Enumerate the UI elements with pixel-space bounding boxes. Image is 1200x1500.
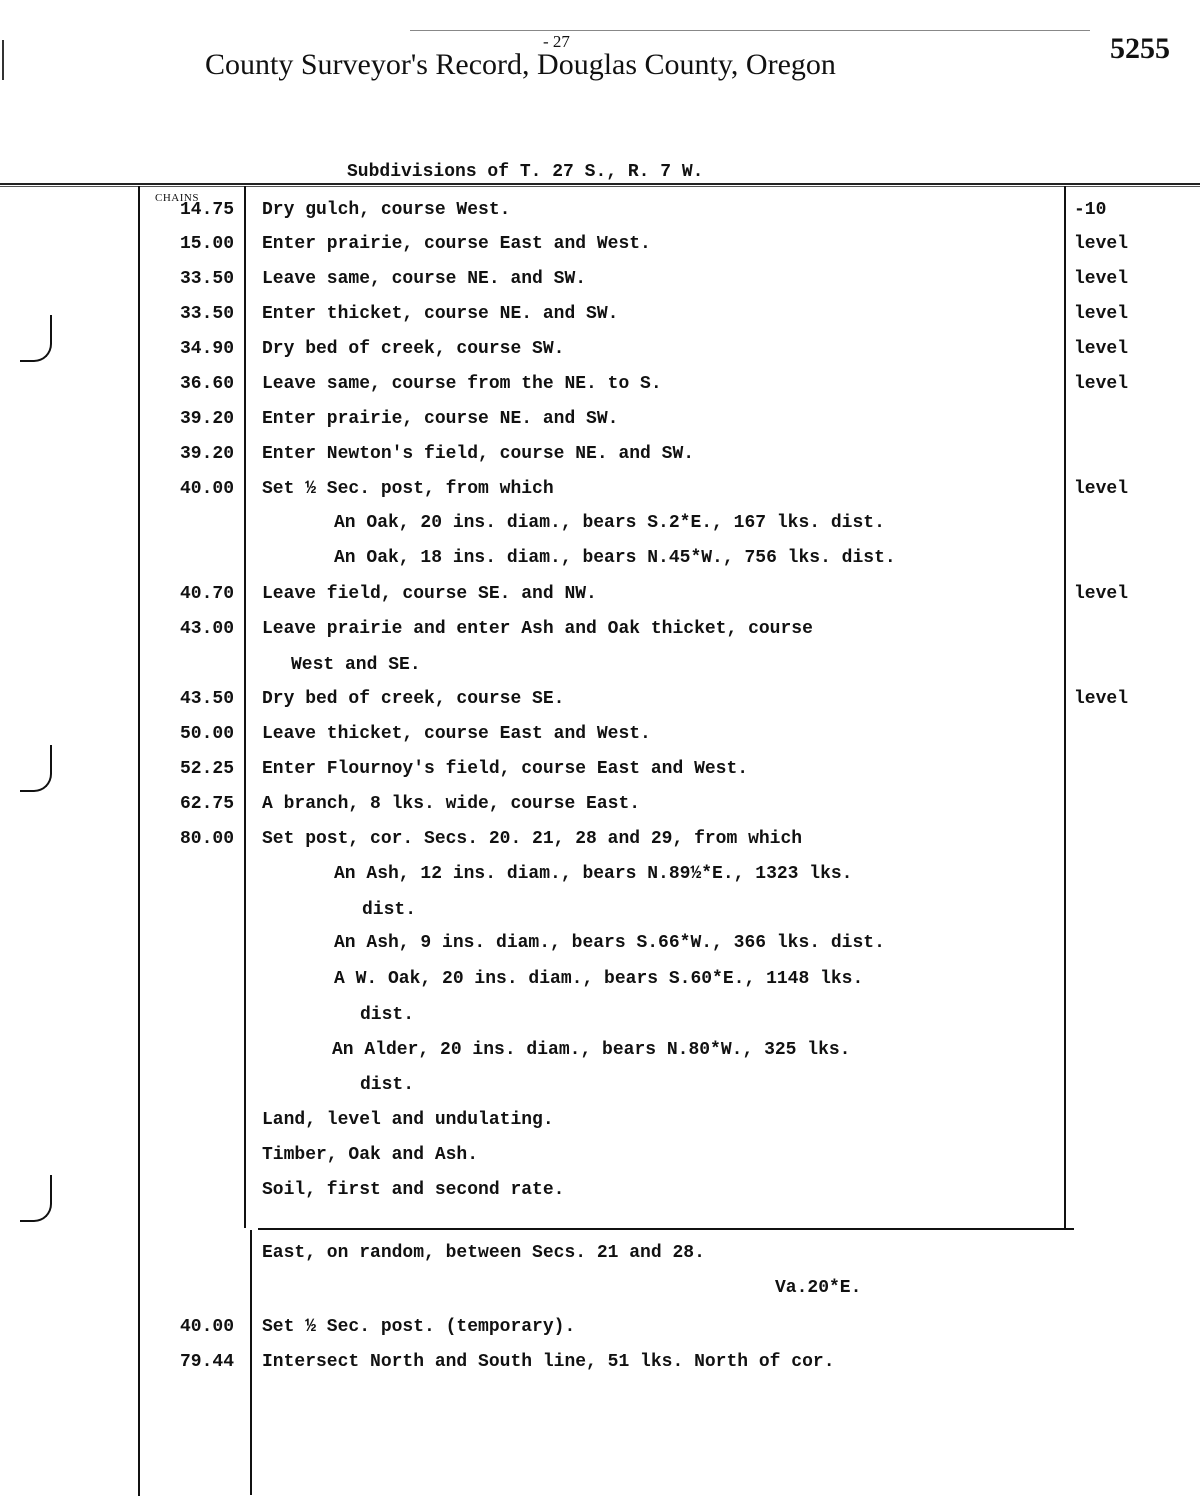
entry-text: Dry bed of creek, course SE. (262, 689, 565, 709)
entry-text: Dry bed of creek, course SW. (262, 339, 565, 359)
entry-text: An Ash, 9 ins. diam., bears S.66*W., 366 lks. dist. (334, 933, 885, 953)
header-rule (0, 183, 1200, 185)
chains-value: 14.75 (179, 200, 234, 220)
chains-value: 33.50 (179, 304, 234, 324)
remark-value: level (1074, 479, 1129, 499)
remark-value: level (1074, 689, 1129, 709)
entry-text: Timber, Oak and Ash. (262, 1145, 479, 1165)
entry-text: Enter prairie, course NE. and SW. (262, 409, 619, 429)
remark-value: level (1074, 584, 1129, 604)
chains-value: 43.00 (179, 619, 234, 639)
chains-column-divider (244, 186, 246, 1228)
entry-text: An Oak, 18 ins. diam., bears N.45*W., 756 lks. dist. (334, 548, 896, 568)
entry-text: dist. (360, 1075, 415, 1095)
remark-value: -10 (1074, 200, 1107, 220)
page-title: County Surveyor's Record, Douglas County, Oregon (205, 48, 836, 81)
chains-value: 34.90 (179, 339, 234, 359)
entry-text: Intersect North and South line, 51 lks. North of cor. (262, 1352, 835, 1372)
entry-text: An Alder, 20 ins. diam., bears N.80*W., 325 lks. (332, 1040, 851, 1060)
section-divider (258, 1228, 1074, 1230)
entry-text: A branch, 8 lks. wide, course East. (262, 794, 641, 814)
remark-value: level (1074, 304, 1129, 324)
remarks-column-divider (1064, 186, 1066, 1230)
chains-value: 52.25 (179, 759, 234, 779)
entry-text: Enter Flournoy's field, course East and West. (262, 759, 749, 779)
chains-value: 79.44 (179, 1352, 234, 1372)
chains-value: 40.70 (179, 584, 234, 604)
entry-text: West and SE. (291, 655, 421, 675)
page-edge-mark (2, 40, 4, 80)
remark-value: level (1074, 234, 1129, 254)
entry-text: Enter prairie, course East and West. (262, 234, 651, 254)
entry-text: An Ash, 12 ins. diam., bears N.89½*E., 1323 lks. (334, 864, 853, 884)
chains-value: 33.50 (179, 269, 234, 289)
top-rule (410, 30, 1090, 31)
entry-text: Set post, cor. Secs. 20. 21, 28 and 29, from which (262, 829, 803, 849)
entry-text: Leave field, course SE. and NW. (262, 584, 597, 604)
entry-text: Leave prairie and enter Ash and Oak thicket, course (262, 619, 813, 639)
entry-text: Set ½ Sec. post. (temporary). (262, 1317, 576, 1337)
entry-text: Enter Newton's field, course NE. and SW. (262, 444, 695, 464)
entry-text: dist. (362, 900, 417, 920)
entry-text: Set ½ Sec. post, from which (262, 479, 554, 499)
entry-text: Leave same, course from the NE. to S. (262, 374, 662, 394)
page-note: - 27 (543, 32, 570, 51)
chains-column-label: CHAINS (155, 192, 199, 204)
section2-variation: Va.20*E. (775, 1278, 862, 1298)
entry-text: An Oak, 20 ins. diam., bears S.2*E., 167 lks. dist. (334, 513, 885, 533)
chains-column-divider-lower (250, 1230, 252, 1495)
entry-text: Land, level and undulating. (262, 1110, 554, 1130)
chains-value: 15.00 (179, 234, 234, 254)
entry-text: A W. Oak, 20 ins. diam., bears S.60*E., 1148 lks. (334, 969, 864, 989)
chains-value: 40.00 (179, 1317, 234, 1337)
entry-text: Enter thicket, course NE. and SW. (262, 304, 619, 324)
chains-value: 80.00 (179, 829, 234, 849)
chains-value: 50.00 (179, 724, 234, 744)
chains-value: 39.20 (179, 444, 234, 464)
chains-value: 40.00 (179, 479, 234, 499)
chains-value: 43.50 (179, 689, 234, 709)
chains-value: 62.75 (179, 794, 234, 814)
subdivision-title: Subdivisions of T. 27 S., R. 7 W. (347, 162, 704, 182)
entry-text: Leave same, course NE. and SW. (262, 269, 587, 289)
entry-text: dist. (360, 1005, 415, 1025)
remark-value: level (1074, 269, 1129, 289)
chains-value: 39.20 (179, 409, 234, 429)
remark-value: level (1074, 374, 1129, 394)
binder-ring-mark (20, 1175, 52, 1222)
page-number: 5255 (1110, 32, 1170, 65)
entry-text: Soil, first and second rate. (262, 1180, 565, 1200)
remark-value: level (1074, 339, 1129, 359)
chains-value: 36.60 (179, 374, 234, 394)
header-rule-thin (0, 186, 1200, 187)
entry-text: Leave thicket, course East and West. (262, 724, 651, 744)
section2-heading: East, on random, between Secs. 21 and 28. (262, 1243, 705, 1263)
entry-text: Dry gulch, course West. (262, 200, 511, 220)
